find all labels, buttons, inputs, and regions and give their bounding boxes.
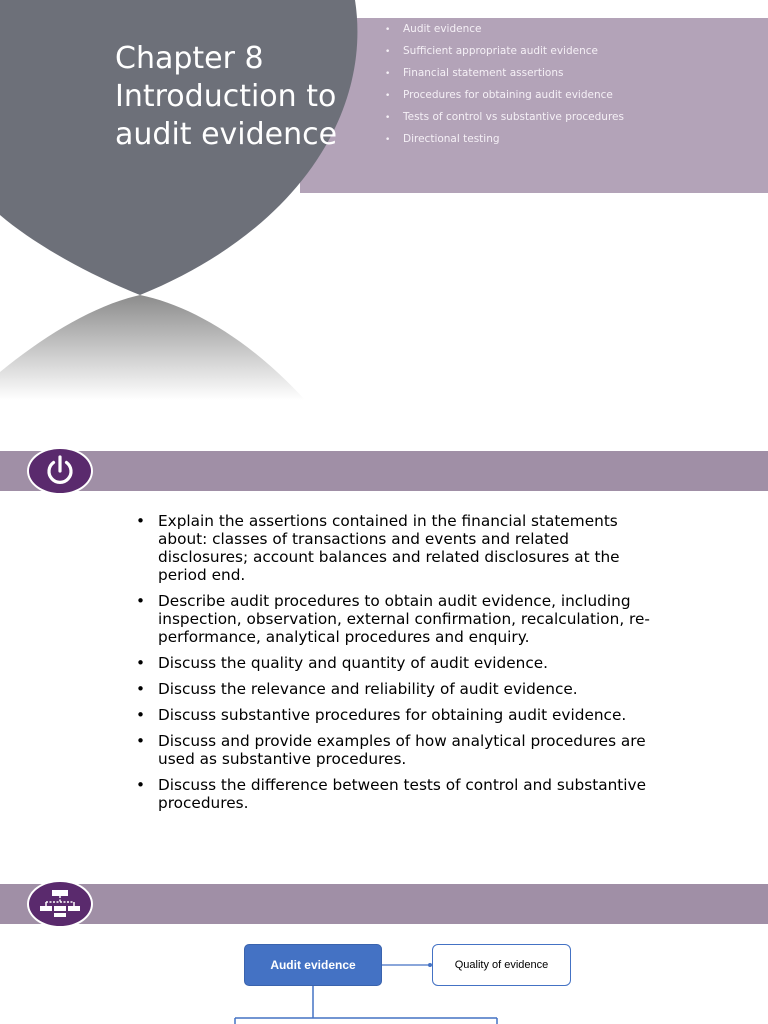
topic-item: • Procedures for obtaining audit evidence	[385, 86, 624, 108]
objective-item: • Discuss the relevance and reliability of audit evidence.	[130, 680, 660, 698]
diagram-node-quality-of-evidence	[432, 944, 571, 986]
objective-item: • Discuss and provide examples of how analytical procedures are used as substantive procedures.	[130, 732, 660, 768]
topic-item: • Audit evidence	[385, 20, 624, 42]
objective-item: • Describe audit procedures to obtain audit evidence, including inspection, observation, external confirmation, recalculation, re-performance, analytical procedures and enquiry.	[130, 592, 660, 646]
diagram-node-label: Audit evidence	[270, 958, 356, 972]
diagram-node-audit-evidence	[244, 944, 382, 986]
objective-item: • Discuss substantive procedures for obtaining audit evidence.	[130, 706, 660, 724]
diagram-connectors	[0, 930, 768, 1024]
objectives-header-bar	[0, 451, 768, 491]
topic-item: • Tests of control vs substantive procedures	[385, 108, 624, 130]
diagram-badge	[27, 880, 93, 928]
chapter-title	[115, 40, 355, 154]
topic-item: • Directional testing	[385, 130, 624, 152]
objective-item: • Discuss the difference between tests of control and substantive procedures.	[130, 776, 660, 812]
topic-item: • Sufficient appropriate audit evidence	[385, 42, 624, 64]
chapter-title-line-1: Introduction to	[115, 79, 337, 114]
chapter-title-line-2: audit evidence	[115, 117, 338, 152]
objectives-list	[130, 512, 660, 820]
reflection-shape	[0, 295, 305, 400]
diagram-header-bar	[0, 884, 768, 924]
topics-list	[385, 20, 624, 152]
diagram-node-label: Quality of evidence	[454, 959, 549, 971]
power-icon	[29, 449, 91, 493]
objectives-badge	[27, 447, 93, 495]
topic-item: • Financial statement assertions	[385, 64, 624, 86]
org-chart-icon	[29, 882, 91, 926]
objective-item: • Discuss the quality and quantity of audit evidence.	[130, 654, 660, 672]
chapter-number: Chapter 8	[115, 41, 264, 76]
objective-item: • Explain the assertions contained in the financial statements about: classes of transactions and events and related disclosures; account balances and related disclosures at the period end.	[130, 512, 660, 584]
